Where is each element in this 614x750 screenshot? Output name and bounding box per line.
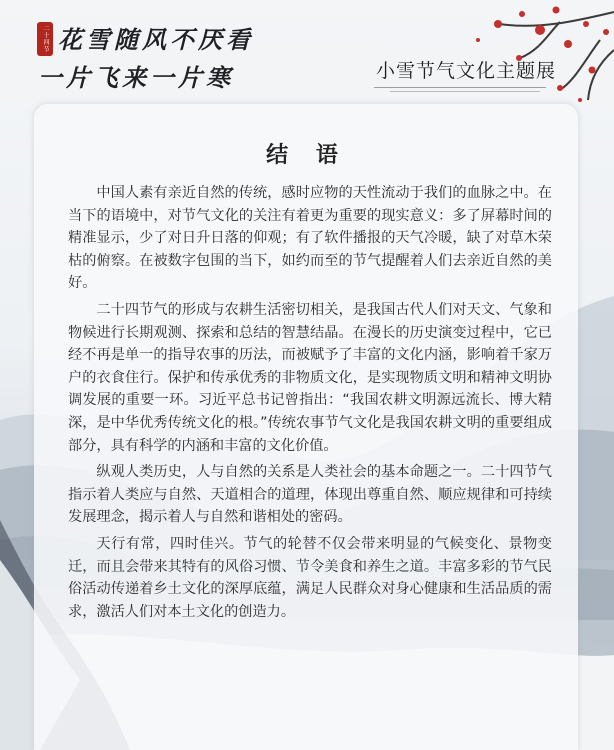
paragraph: 中国人素有亲近自然的传统，感时应物的天性流动于我们的血脉之中。在当下的语境中，对节气文化的关注有着更为重要的现实意义：多了屏幕时间的精准显示，少了对日升日落的仰观；有了软件播报的天气冷暖，缺了对草木荣枯的俯察。在被数字包围的当下，如约而至的节气提醒着人们去亲近自然的美好。	[68, 185, 552, 292]
paragraph: 二十四节气的形成与农耕生活密切相关，是我国古代人们对天文、气象和物候进行长期观测、探索和总结的智慧结晶。在漫长的历史演变过程中，它已经不再是单一的指导农事的历法，而被赋予了丰富的文化内涵，影响着千家万户的衣食住行。保护和传承优秀的非物质文化，是实现物质文明和精神文明协调发展的重要一环。习近平总书记曾指出：“我国农耕文明源远流长、博大精深，是中华优秀传统文化的根。”传统农事节气文化是我国农耕文明的重要组成部分，具有科学的内涵和丰富的文化价值。	[68, 301, 552, 454]
exhibit-title: 小雪节气文化主题展	[376, 60, 557, 82]
article-body	[68, 182, 552, 627]
title-underline	[374, 87, 546, 88]
poem-line-1: 花雪随风不厌看	[58, 25, 254, 54]
poem-line-2: 一片飞来一片寒	[38, 63, 234, 92]
paragraph: 纵观人类历史，人与自然的关系是人类社会的基本命题之一。二十四节气指示着人类应与自然、天道相合的道理，体现出尊重自然、顺应规律和可持续发展理念，揭示着人与自然和谐相处的密码。	[68, 464, 552, 526]
article-title: 结 语	[266, 143, 348, 168]
title-underline-secondary	[390, 91, 540, 92]
paragraph: 天行有常，四时佳兴。节气的轮替不仅会带来明显的气候变化、景物变迁，而且会带来其特有的风俗习惯、节令美食和养生之道。丰富多彩的节气民俗活动传递着乡土文化的深厚底蕴，满足人民群众对身心健康和生活品质的需求，激活人们对本土文化的创造力。	[68, 535, 552, 620]
seal-stamp: 二十四节	[37, 22, 53, 56]
